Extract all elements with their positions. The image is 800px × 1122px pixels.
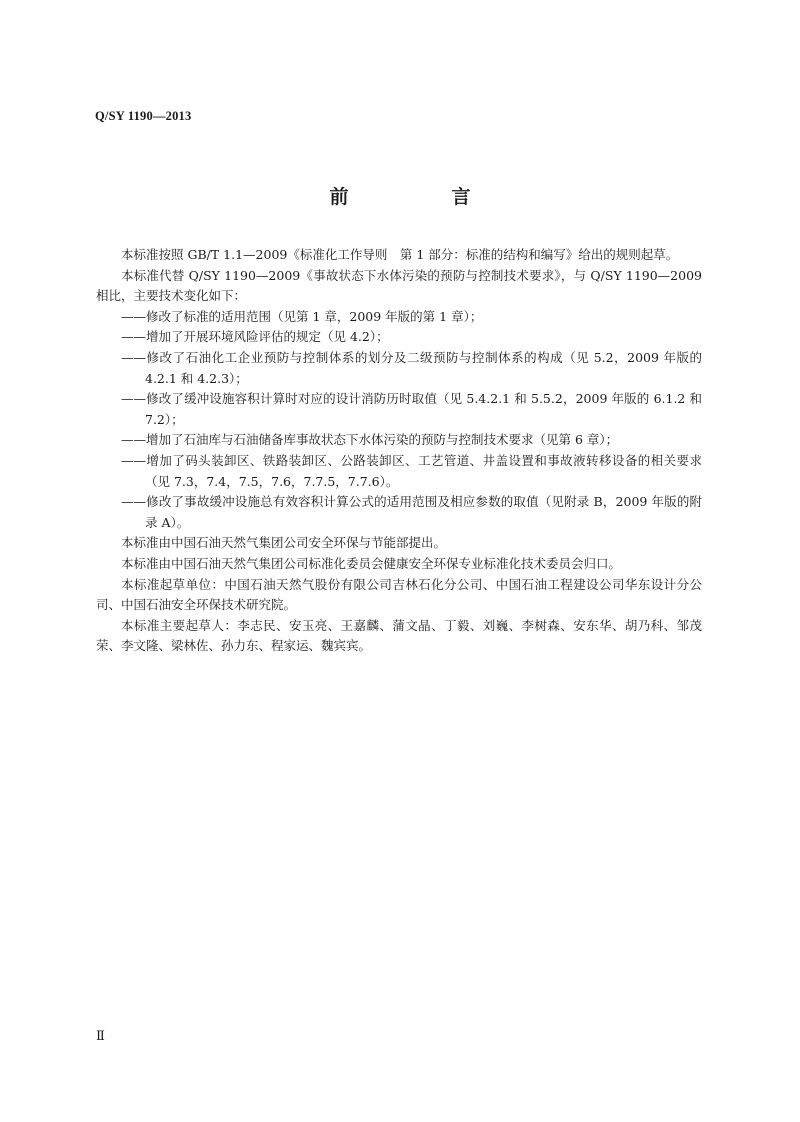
paragraph-drafters: 本标准主要起草人：李志民、安玉亮、王嘉麟、蒲文晶、丁毅、刘巍、李树森、安东华、胡乃科、邹茂荣、李文隆、梁林佐、孙力东、程家运、魏宾宾。: [96, 617, 702, 654]
paragraph-replacement: 本标准代替 Q/SY 1190—2009《事故状态下水体污染的预防与控制技术要求》，与 Q/SY 1190—2009 相比，主要技术变化如下：: [96, 267, 702, 304]
change-item: ——修改了标准的适用范围（见第 1 章，2009 年版的第 1 章）；: [121, 308, 483, 324]
change-item: ——增加了码头装卸区、铁路装卸区、公路装卸区、工艺管道、井盖设置和事故液转移设备的相关要求（见 7.3，7.4，7.5，7.6，7.7.5，7.7.6）。: [121, 452, 702, 489]
page-number: Ⅱ: [96, 1028, 105, 1043]
page-title: 前 言: [329, 186, 513, 208]
paragraph-proposer: 本标准由中国石油天然气集团公司安全环保与节能部提出。: [121, 535, 447, 551]
paragraph-drafting-units: 本标准起草单位：中国石油天然气股份有限公司吉林石化分公司、中国石油工程建设公司华东设计分公司、中国石油安全环保技术研究院。: [96, 576, 702, 613]
paragraph-committee: 本标准由中国石油天然气集团公司标准化委员会健康安全环保专业标准化技术委员会归口。: [121, 555, 622, 571]
change-item: ——修改了石油化工企业预防与控制体系的划分及二级预防与控制体系的构成（见 5.2，2009 年版的 4.2.1 和 4.2.3）；: [121, 349, 702, 386]
foreword-body: [96, 245, 702, 657]
document-code: Q/SY 1190—2013: [95, 109, 192, 123]
change-item: ——增加了开展环境风险评估的规定（见 4.2）；: [121, 329, 389, 345]
change-item: ——修改了缓冲设施容积计算时对应的设计消防历时取值（见 5.4.2.1 和 5.5.2，2009 年版的 6.1.2 和 7.2）；: [121, 391, 702, 427]
change-item: ——增加了石油库与石油储备库事故状态下水体污染的预防与控制技术要求（见第 6 章）；: [121, 432, 619, 448]
change-item: ——修改了事故缓冲设施总有效容积计算公式的适用范围及相应参数的取值（见附录 B，2009 年版的附录 A）。: [121, 494, 702, 530]
paragraph-drafting-rules: 本标准按照 GB/T 1.1—2009《标准化工作导则 第 1 部分：标准的结构和编写》给出的规则起草。: [121, 247, 679, 262]
